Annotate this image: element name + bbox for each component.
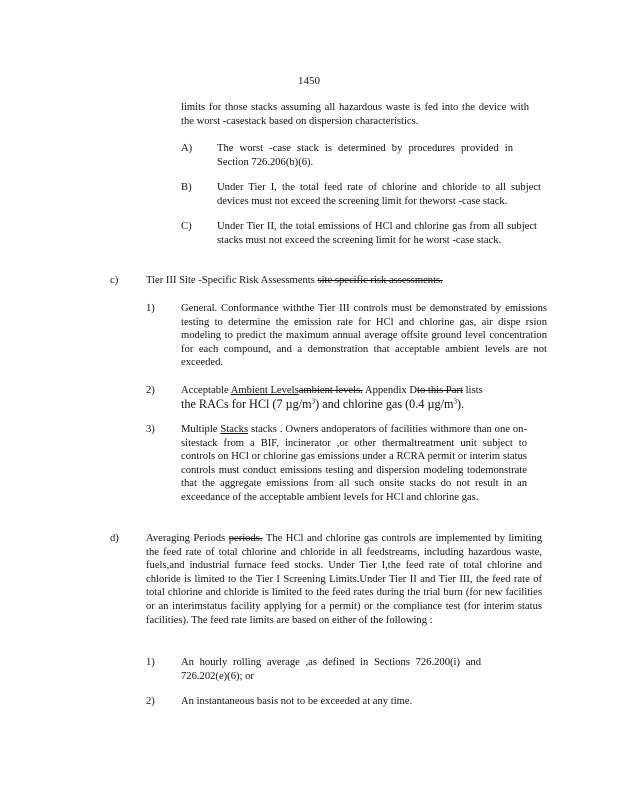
- d1-text: An hourly rolling average ,as defined in Sections 726.200(i) and 726.202(e)(6); or: [181, 657, 481, 682]
- c2-text-5: ) and chlorine gas (0.4 µg/m: [315, 396, 454, 411]
- item-label: 1): [146, 303, 155, 314]
- c3-text-1: Multiple: [181, 424, 218, 435]
- section-c-label: c): [110, 275, 119, 286]
- section-c-heading: [146, 274, 546, 288]
- item-label: 3): [146, 424, 155, 435]
- d-text-1: Averaging Periods: [146, 533, 226, 544]
- item-c-text: Under Tier II, the total emissions of HCl and chlorine gas from all subject stacks must not exceed the screening limit for he worst -case stack.: [217, 221, 537, 246]
- section-d-text: [146, 532, 542, 627]
- d-struck: periods.: [228, 533, 263, 544]
- c3-text-2: stacks . Owners andoperators of facilities withmore than one on-sitestack from a BIF, incinerator ,or other thermaltreatment unit subject to controls on HCl or chlorine gas emissions under a RCRA permit or interim status controls must conduct emissions testing and dispersion modeling todemonstrate that the aggregate emissions from all such onsite stacks do not result in an exceedance of the acceptable ambient levels for HCl and chlorine gas.: [181, 424, 527, 503]
- intro-paragraph: limits for those stacks assuming all hazardous waste is fed into the device with the worst -casestack based on dispersion characteristics.: [181, 102, 529, 127]
- item-a-text: The worst -case stack is determined by procedures provided in Section 726.206(b)(6).: [217, 143, 513, 168]
- d-text-2: The HCl and chlorine gas controls are implemented by limiting the feed rate of total chlorine and chloride in all feedstreams, including hazardous waste, fuels,and industrial furnace feed stocks. Under Tier I,the feed rate of total chlorine and chloride is limited to the Tier I Screening Limits.Under Tier II and Tier III, the feed rate of total chlorine and chloride is limited to the feed rates during the trial burn (for new facilities or an interimstatus facility applying for a permit) or the compliance test (for interim status facilities). The feed rate limits are based on either of the following :: [146, 533, 542, 626]
- page-number: 1450: [298, 75, 320, 87]
- c2-struck-2: to this Part: [417, 385, 463, 396]
- c2-sup-1: 3: [311, 397, 316, 406]
- c2-struck-1: ambient levels.: [298, 385, 363, 396]
- c2-text-2: Appendix D: [364, 385, 418, 396]
- c2-text-4: the RACs for HCl (7 µg/m: [181, 396, 312, 411]
- c2-sup-2: 3: [453, 397, 457, 406]
- c2-text-6: ).: [456, 396, 465, 411]
- item-label: A): [181, 143, 193, 154]
- item-label: B): [181, 182, 192, 193]
- item-label: 2): [146, 696, 155, 707]
- c2-underlined: Ambient Levels: [230, 385, 299, 396]
- c3-underlined: Stacks: [220, 424, 249, 435]
- c1-general-text: General. Conformance withthe Tier III controls must be demonstrated by emissions testing to determine the emission rate for HCl and chlorine gas, air dispe rsion modeling to predict the maximum annual average offsite ground level concentration for each compound, and a demonstration that acceptable ambient levels are not exceeded.: [181, 303, 547, 369]
- item-label: 2): [146, 385, 155, 396]
- c2-text-3: lists: [465, 385, 483, 396]
- c2-acceptable-text: [181, 384, 531, 412]
- c3-multiple-stacks-text: [181, 423, 527, 505]
- d2-text: An instantaneous basis not to be exceeded at any time.: [181, 696, 413, 707]
- item-label: 1): [146, 657, 155, 668]
- section-c-heading-text: Tier III Site -Specific Risk Assessments: [146, 275, 315, 286]
- section-d-label: d): [110, 533, 119, 544]
- section-c-heading-struck: site specific risk assessments.: [317, 275, 443, 286]
- c2-text-1: Acceptable: [181, 385, 229, 396]
- item-b-text: Under Tier I, the total feed rate of chlorine and chloride to all subject devices must not exceed the screening limit for theworst -case stack.: [217, 182, 541, 207]
- item-label: C): [181, 221, 192, 232]
